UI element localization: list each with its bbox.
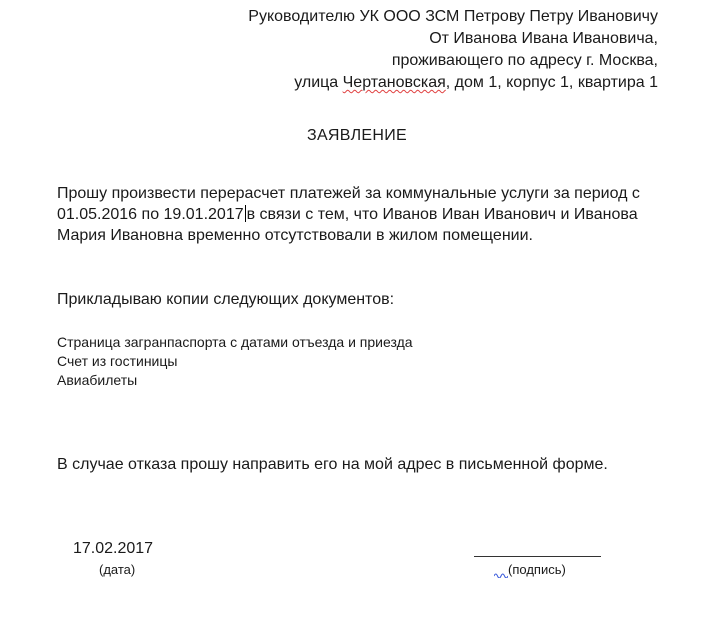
header-recipient-line: Руководителю УК ООО ЗСМ Петрову Петру Ивановичу — [248, 8, 658, 25]
attachment-item: Страница загранпаспорта с датами отъезда и приезда — [57, 334, 413, 350]
signature-line — [474, 556, 601, 557]
request-paragraph — [57, 183, 667, 246]
header-address-line: проживающего по адресу г. Москва, — [391, 52, 658, 69]
date-value: 17.02.2017 — [73, 540, 154, 557]
document-title: ЗАЯВЛЕНИЕ — [307, 127, 407, 144]
text-cursor — [245, 205, 246, 222]
request-line-3: Мария Ивановна временно отсутствовали в жилом помещении. — [57, 227, 533, 244]
header-street-line — [248, 72, 658, 94]
attachment-item: Счет из гостиницы — [57, 353, 178, 369]
refusal-paragraph: В случае отказа прошу направить его на мой адрес в письменной форме. — [57, 456, 608, 473]
addressee-header — [248, 6, 658, 94]
signature-caption: (подпись) — [508, 562, 566, 577]
header-sender-line: От Иванова Ивана Ивановича, — [429, 30, 658, 47]
date-caption: (дата) — [99, 562, 136, 577]
attachments-list — [57, 333, 413, 390]
request-line-2 — [57, 204, 667, 225]
attachment-item: Авиабилеты — [57, 372, 138, 388]
grammar-squiggle-icon — [494, 572, 508, 578]
attachments-intro: Прикладываю копии следующих документов: — [57, 291, 395, 308]
request-line-1: Прошу произвести перерасчет платежей за коммунальные услуги за период с — [57, 185, 640, 202]
street-prefix: улица — [294, 74, 343, 91]
request-reason: в связи с тем, что Иванов Иван Иванович и Иванова — [246, 206, 638, 223]
street-suffix: , дом 1, корпус 1, квартира 1 — [445, 74, 658, 91]
signature-caption-wrap — [494, 562, 566, 578]
street-name-misspelled: Чертановская — [342, 74, 446, 91]
period-dates: 01.05.2016 по 19.01.2017 — [57, 206, 244, 223]
